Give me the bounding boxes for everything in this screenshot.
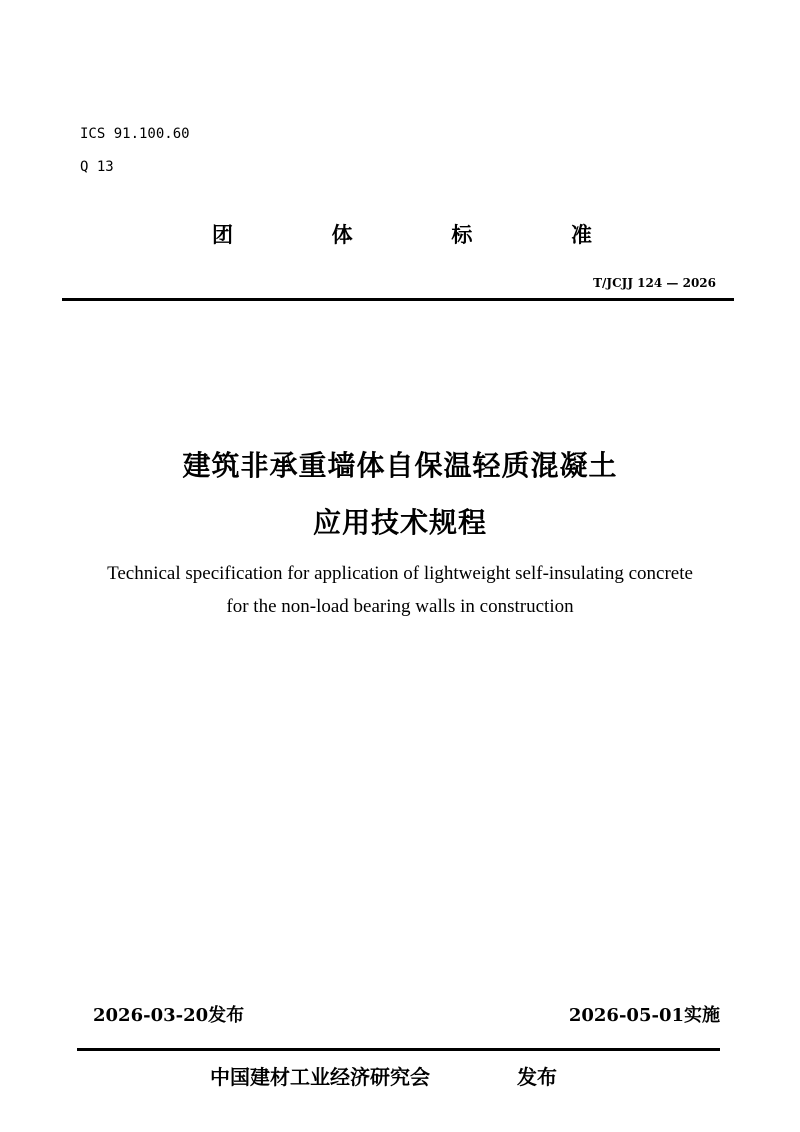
title-english-line-2: for the non-load bearing walls in construction — [226, 596, 574, 617]
implementation-date: 2026-05-01实施 — [568, 1005, 720, 1026]
bottom-divider — [77, 1048, 720, 1051]
standard-type-char: 体 — [331, 222, 353, 247]
ics-code: ICS 91.100.60 — [80, 126, 190, 142]
title-chinese-line-1: 建筑非承重墙体自保温轻质混凝土 — [182, 449, 618, 482]
standard-type-char: 准 — [570, 222, 592, 247]
standard-number: T/JCJJ 124 — 2026 — [593, 276, 716, 290]
title-english-line-1: Technical specification for application of lightweight self-insulating concrete — [107, 563, 693, 584]
title-chinese-line-2: 应用技术规程 — [312, 506, 487, 539]
standard-type-char: 团 — [212, 222, 233, 247]
issue-date: 2026-03-20发布 — [93, 1005, 245, 1026]
standard-type-heading — [212, 220, 592, 250]
top-divider — [62, 298, 734, 301]
classification-code: Q 13 — [80, 159, 114, 175]
standard-type-char: 标 — [451, 222, 473, 247]
publisher-name: 中国建材工业经济研究会 — [210, 1065, 430, 1089]
publish-label: 发布 — [517, 1065, 557, 1089]
